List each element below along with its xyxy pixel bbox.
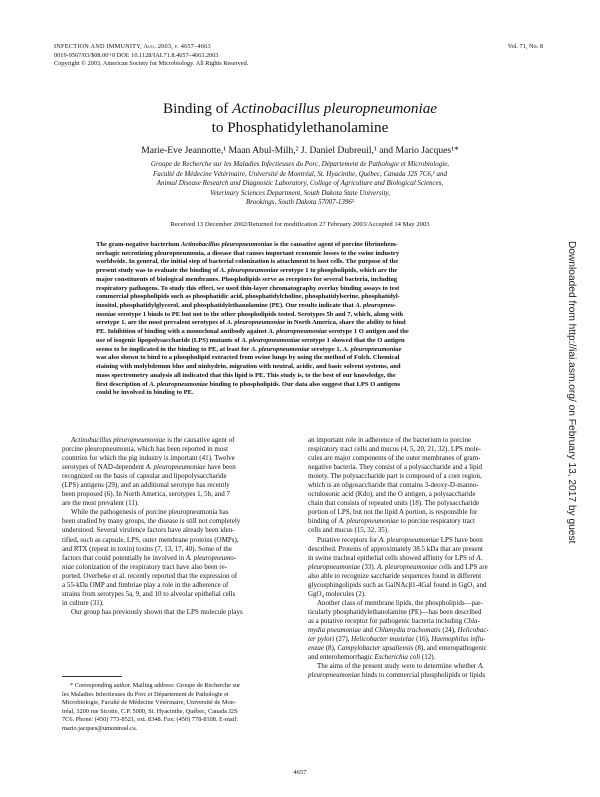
footnote-rule	[62, 676, 122, 677]
page-number: 4657	[293, 769, 307, 776]
body-line: octulosonic acid (Kdo), and the O antigen, a polysaccharide	[308, 490, 476, 499]
body-line: enzae (8), Campylobacter upsaliensis (8), and enteropathogenic	[308, 644, 487, 653]
abstract-line: was also shown to bind to a phospholipid extracted from swine lungs by using the method of Folch. Chemical	[96, 354, 400, 362]
journal-header	[54, 43, 248, 69]
body-line: as a putative receptor for pathogenic bacteria including Chla-	[308, 616, 480, 625]
body-column-right	[308, 436, 539, 680]
received-dates: Received 13 December 2002/Returned for modification 27 February 2003/Accepted 14 May 2003	[170, 221, 430, 228]
affiliation-line: Veterinary Sciences Department, South Dakota State University,	[209, 188, 390, 197]
volume-number: Vol. 71, No. 8	[507, 43, 543, 50]
footnote-line: les Maladies Infectieuses du Porc et Département de Pathologie et	[62, 690, 229, 698]
copyright-line: Copyright © 2003, American Society for Microbiology. All Rights Reserved.	[54, 60, 249, 68]
body-line: binding of A. pleuropneumoniae to porcine respiratory tract	[308, 517, 475, 526]
body-line: a 55-kDa OMP and fimbriae play a role in the adherence of	[62, 580, 229, 589]
footnote-line: mario.jacques@umontreal.ca.	[62, 724, 138, 732]
body-line: and enterohemorrhagic Escherichia coli (12).	[308, 653, 436, 662]
body-line: respiratory tract cells and mucus (4, 5, 20, 21, 32). LPS mole-	[308, 445, 482, 454]
abstract-line: worldwide. In general, the initial step of bacterial colonization is attachment to host cells. The purpose of the	[96, 258, 399, 266]
abstract-line: The gram-negative bacterium Actinobacillus pleuropneumoniae is the causative agent of porcine fibrinohem-	[96, 241, 398, 248]
abstract-line: moniae serotype 1 binds to PE but not to the other phospholipids tested. Serotypes 5b and 7, which, along with	[96, 310, 404, 318]
body-line: also able to recognize saccharide sequences found in different	[308, 571, 482, 580]
body-line: GgO₄ molecules (2).	[308, 589, 366, 598]
body-line: Actinobacillus pleuropneumoniae is the causative agent of	[71, 436, 235, 444]
body-line: in culture (31).	[62, 598, 104, 607]
affiliation-line: Groupe de Recherche sur les Maladies Infectieuses du Porc, Département de Pathologie et Microbiologie,	[150, 160, 450, 168]
journal-citation: INFECTION AND IMMUNITY, Aug. 2003, p. 4657–4663	[54, 43, 211, 50]
body-line: in swine tracheal epithelial cells showed affinity for LPS of A.	[308, 553, 483, 562]
corresponding-author-footnote	[62, 682, 293, 733]
body-line: niae colonization of the respiratory tract have also been re-	[62, 562, 228, 571]
body-line: and RTX (repeat in toxin) toxins (7, 13, 17, 40). Some of the	[62, 544, 232, 553]
body-line: are the most prevalent (11).	[62, 499, 139, 508]
abstract	[96, 241, 514, 398]
footnote-line: * Corresponding author. Mailing address: Groupe de Recherche sur	[70, 682, 241, 689]
body-line: been studied by many groups, the disease is still not completely	[62, 517, 241, 526]
body-line: While the pathogenesis of porcine pleuropneumonia has	[71, 508, 229, 517]
body-line: glycosphingolipids such as GalNAcβ1-4Gal found in GgO₃ and	[308, 580, 487, 589]
body-line: pleuropneumoniae (33). A. pleuropneumoniae cells and LPS are	[308, 562, 488, 571]
title-line-2: to Phosphatidylethanolamine	[211, 119, 389, 136]
footnote-line: Microbiologie, Faculté de Médecine Vétérinaire, Université de Mon-	[62, 699, 236, 706]
body-line: tified, such as capsule, LPS, outer membrane proteins (OMPs),	[62, 535, 239, 544]
abstract-line: commercial phospholipids such as phosphatidic acid, phosphatidylcholine, phosphatidylserine, phosphatidyl-	[96, 293, 400, 301]
abstract-line: PE. Inhibition of binding with a monoclonal antibody against A. pleuropneumoniae serotype 1 O antigen and the	[96, 328, 409, 336]
body-line: countries for which the pig industry is important (41). Twelve	[62, 454, 235, 463]
abstract-line: first description of A. pleuropneumoniae binding to phospholipids. Our data also suggest that LPS O antigens	[96, 380, 401, 388]
abstract-line: respiratory pathogens. To study this effect, we used thin-layer chromatography overlay binding assays to test	[96, 284, 400, 292]
affiliation-line: Faculté de Médecine Vétérinaire, Université de Montréal, St. Hyacinthe, Québec, Canada J2S 7C6,¹ and	[152, 169, 447, 178]
abstract-line: could be involved in binding to PE.	[96, 389, 194, 397]
body-line: been proposed (6). In North America, serotypes 1, 5b, and 7	[62, 490, 230, 499]
body-line: chain that consists of repeated units (18). The polysaccharide	[308, 499, 480, 508]
body-line: understood. Several virulence factors have already been iden-	[62, 526, 235, 535]
abstract-line: serotype 1, are the most prevalent serotypes of A. pleuropneumoniae in North America, share the ability to bind	[96, 319, 406, 327]
body-column-left	[62, 436, 293, 617]
author-list: Marie-Eve Jeannotte,¹ Maan Abul-Milh,² J. Daniel Dubreuil,¹ and Mario Jacques¹*	[141, 145, 459, 156]
body-line: ticularly phosphatidylethanolamine (PE)—has been described	[308, 607, 482, 616]
footnote-line: tréal, 3200 rue Sicotte, C.P. 5000, St. Hyacinthe, Québec, Canada J2S	[62, 707, 238, 715]
body-line: negative bacteria. They consist of a polysaccharide and a lipid	[308, 463, 483, 472]
body-line: ported. Overbeke et al. recently reported that the expression of	[62, 571, 238, 580]
affiliations	[80, 160, 520, 208]
abstract-line: orrhagic necrotizing pleuropneumonia, a disease that causes important economic losses to the swine industry	[96, 249, 400, 257]
body-line: which is an oligosaccharide that contains 3-deoxy-D-manno-	[308, 481, 479, 490]
abstract-line: use of isogenic lipopolysaccharide (LPS) mutants of A. pleuropneumoniae serotype 1 showed that the O antigen	[96, 336, 405, 344]
body-line: mydia pneumoniae and Chlamydia trachomatis (24), Helicobac-	[308, 625, 489, 634]
abstract-line: seems to be implicated in the binding to PE, at least for A. pleuropneumoniae serotype 1. A. pleuropneumoniae	[96, 345, 402, 353]
body-line: Putative receptors for A. pleuropneumoniae LPS have been	[317, 535, 483, 544]
body-line: factors that could potentially be involved in A. pleuropneumo-	[62, 553, 237, 562]
body-line: The aims of the present study were to determine whether A.	[317, 662, 484, 671]
watermark-text: Downloaded from http://iai.asm.org/ on February 13, 2017 by guest	[566, 241, 577, 544]
abstract-line: present study was to evaluate the binding of A. pleuropneumoniae serotype 1 to phospholipids, which are the	[96, 267, 398, 275]
body-line: strains from serotypes 5a, 9, and 10 to alveolar epithelial cells	[62, 589, 236, 598]
body-line: recognized on the basis of capsular and lipopolysaccharide	[62, 472, 227, 481]
article-title	[60, 99, 540, 137]
doi-line: 0019-9567/03/$08.00+0 DOI: 10.1128/IAI.71.8.4657–4663.2003	[54, 51, 219, 59]
body-line: portion of LPS, but not the lipid A portion, is responsible for	[308, 508, 478, 517]
body-line: moiety. The polysaccharide part is composed of a core region,	[308, 472, 482, 481]
body-line: Our group has previously shown that the LPS molecule plays	[71, 607, 243, 616]
affiliation-line: Animal Disease Research and Diagnostic Laboratory, College of Agriculture and Biological Sciences,	[156, 179, 444, 188]
abstract-line: major constituents of biological membranes. Phospholipids serve as receptors for several bacteria, including	[96, 275, 398, 283]
body-line: pleuropneumoniae binds to commercial phospholipids or lipids	[308, 671, 486, 680]
body-line: (LPS) antigens (29), and an additional serotype has recently	[62, 481, 230, 490]
body-line: ter pylori (27), Helicobacter mustelae (16), Haemophilus influ-	[308, 635, 486, 644]
abstract-line: mass spectrometry analysis all indicated that this lipid is PE. This study is, to the best of our knowledge, the	[96, 371, 396, 379]
abstract-line: inositol, phosphatidylglycerol, and phosphatidylethanolamine (PE). Our results indicate that A. pleuropneu-	[96, 302, 397, 310]
body-line: cells and mucus (15, 32, 35).	[308, 526, 389, 535]
body-line: serotypes of NAD-dependent A. pleuropneumoniae have been	[62, 463, 236, 472]
body-line: Another class of membrane lipids, the phospholipids—par-	[317, 598, 483, 607]
abstract-line: staining with molybdenum blue and ninhydrin, migration with neutral, acidic, and basic solvent systems, and	[96, 363, 401, 371]
body-line: described. Proteins of approximately 38.5 kDa that are present	[308, 544, 483, 553]
footnote-line: 7C6. Phone: (450) 773-8521, ext. 8348. Fax: (450) 778-8108. E-mail:	[62, 716, 238, 723]
body-line: porcine pleuropneumonia, which has been reported in most	[62, 445, 229, 454]
title-line-1: Binding of Actinobacillus pleuropneumoniae	[162, 100, 438, 117]
download-watermark	[563, 241, 579, 611]
body-line: an important role in adherence of the bacterium to porcine	[308, 436, 472, 444]
affiliation-line: Brookings, South Dakota 57007-1396²	[246, 198, 354, 207]
body-line: cules are major components of the outer membranes of gram-	[308, 454, 481, 463]
